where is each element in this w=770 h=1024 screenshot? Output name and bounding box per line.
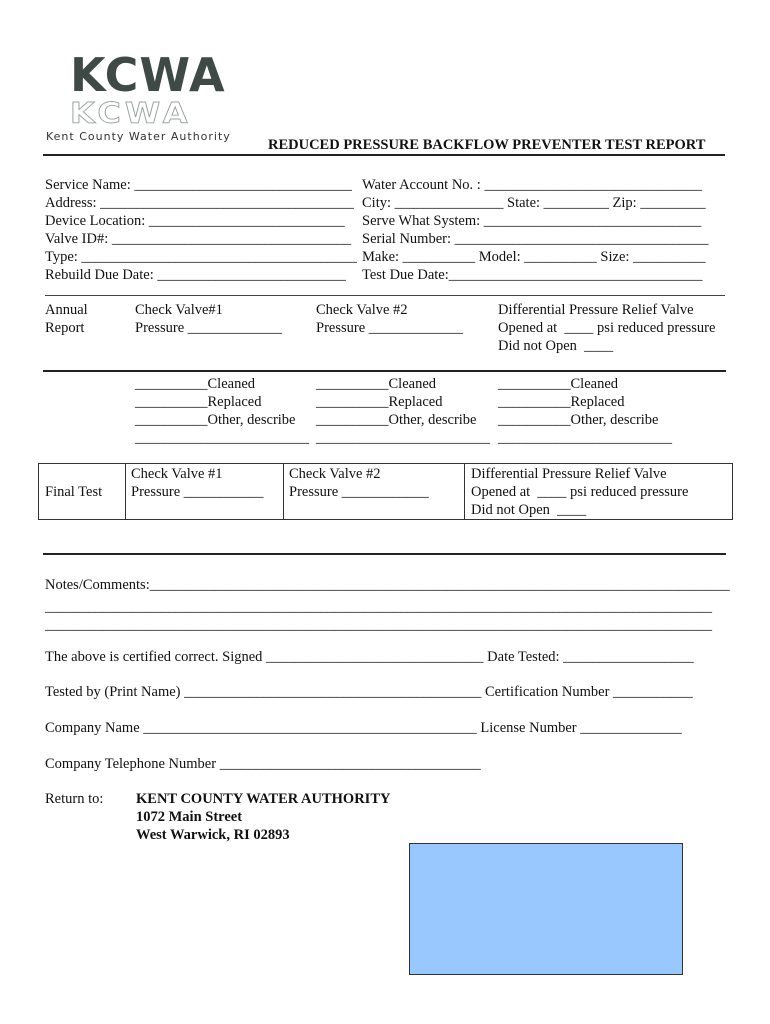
- blue-stamp-box: [409, 843, 683, 975]
- annual-dprv-title: Differential Pressure Relief Valve: [498, 302, 694, 318]
- field-address[interactable]: Address: ___________________________________: [45, 195, 354, 211]
- field-water-account[interactable]: Water Account No. : ______________________________: [362, 177, 702, 193]
- cv2-blank[interactable]: ________________________: [316, 430, 490, 446]
- return-line-2: 1072 Main Street: [136, 809, 243, 825]
- final-test-label: Final Test: [45, 484, 103, 500]
- notes-label[interactable]: Notes/Comments:________________________________________________________________________________: [45, 577, 730, 593]
- notes-line-2[interactable]: ____________________________________________________________________________________________: [45, 617, 712, 633]
- cv1-other[interactable]: __________Other, describe: [135, 412, 296, 428]
- dprv-replaced[interactable]: __________Replaced: [498, 394, 625, 410]
- certified-signed-line[interactable]: The above is certified correct. Signed ______________________________ Date Tested: __________________: [45, 649, 694, 665]
- field-valve-id[interactable]: Valve ID#: _________________________________: [45, 231, 352, 247]
- annual-rule: [43, 370, 726, 372]
- annual-dprv-opened[interactable]: Opened at ____ psi reduced pressure: [498, 320, 716, 336]
- company-phone-line[interactable]: Company Telephone Number ____________________________________: [45, 756, 481, 772]
- final-dprv-not-open[interactable]: Did not Open ____: [471, 502, 587, 518]
- field-city-state-zip[interactable]: City: _______________ State: _________ Zip: _________: [362, 195, 706, 211]
- final-dprv-opened[interactable]: Opened at ____ psi reduced pressure: [471, 484, 689, 500]
- company-name-line[interactable]: Company Name ______________________________________________ License Number ______________: [45, 720, 682, 736]
- final-col-divider: [125, 464, 126, 519]
- cv2-cleaned[interactable]: __________Cleaned: [316, 376, 437, 392]
- final-col-divider: [464, 464, 465, 519]
- annual-label-2: Report: [45, 320, 85, 336]
- return-to-label: Return to:: [45, 791, 104, 807]
- return-line-3: West Warwick, RI 02893: [136, 827, 290, 843]
- field-device-location[interactable]: Device Location: ___________________________: [45, 213, 345, 229]
- final-cv1-pressure[interactable]: Pressure ___________: [131, 484, 264, 500]
- dprv-other[interactable]: __________Other, describe: [498, 412, 659, 428]
- final-dprv-title: Differential Pressure Relief Valve: [471, 466, 667, 482]
- cv1-cleaned[interactable]: __________Cleaned: [135, 376, 256, 392]
- tested-by-line[interactable]: Tested by (Print Name) _________________________________________ Certification Number ___________: [45, 684, 693, 700]
- final-cv2-pressure[interactable]: Pressure ____________: [289, 484, 429, 500]
- final-cv2-title: Check Valve #2: [289, 466, 381, 482]
- logo-letters: KCWA: [70, 48, 226, 102]
- field-serial-number[interactable]: Serial Number: ___________________________________: [362, 231, 709, 247]
- cv2-replaced[interactable]: __________Replaced: [316, 394, 443, 410]
- notes-line-1[interactable]: ____________________________________________________________________________________________: [45, 599, 712, 615]
- return-line-1: KENT COUNTY WATER AUTHORITY: [136, 791, 391, 807]
- field-serve-what-system[interactable]: Serve What System: ______________________________: [362, 213, 702, 229]
- cv2-other[interactable]: __________Other, describe: [316, 412, 477, 428]
- logo-reflection: KCWA: [70, 95, 192, 131]
- annual-cv2-title: Check Valve #2: [316, 302, 408, 318]
- cv1-blank[interactable]: ________________________: [135, 430, 309, 446]
- field-test-due-date[interactable]: Test Due Date:___________________________________: [362, 267, 703, 283]
- header-rule: [43, 154, 725, 156]
- annual-label-1: Annual: [45, 302, 88, 318]
- final-rule: [43, 553, 726, 555]
- fields-rule: [45, 295, 725, 296]
- field-service-name[interactable]: Service Name: ______________________________: [45, 177, 352, 193]
- annual-dprv-not-open[interactable]: Did not Open ____: [498, 338, 614, 354]
- final-cv1-title: Check Valve #1: [131, 466, 223, 482]
- final-col-divider: [283, 464, 284, 519]
- annual-cv2-pressure[interactable]: Pressure _____________: [316, 320, 464, 336]
- field-rebuild-due-date[interactable]: Rebuild Due Date: __________________________: [45, 267, 346, 283]
- cv1-replaced[interactable]: __________Replaced: [135, 394, 262, 410]
- field-make-model-size[interactable]: Make: __________ Model: __________ Size: __________: [362, 249, 706, 265]
- form-title: REDUCED PRESSURE BACKFLOW PREVENTER TEST REPORT: [268, 137, 706, 153]
- annual-cv1-title: Check Valve#1: [135, 302, 223, 318]
- dprv-blank[interactable]: ________________________: [498, 430, 672, 446]
- field-type[interactable]: Type: ______________________________________: [45, 249, 357, 265]
- annual-cv1-pressure[interactable]: Pressure _____________: [135, 320, 283, 336]
- logo-tagline: Kent County Water Authority: [46, 130, 231, 143]
- dprv-cleaned[interactable]: __________Cleaned: [498, 376, 619, 392]
